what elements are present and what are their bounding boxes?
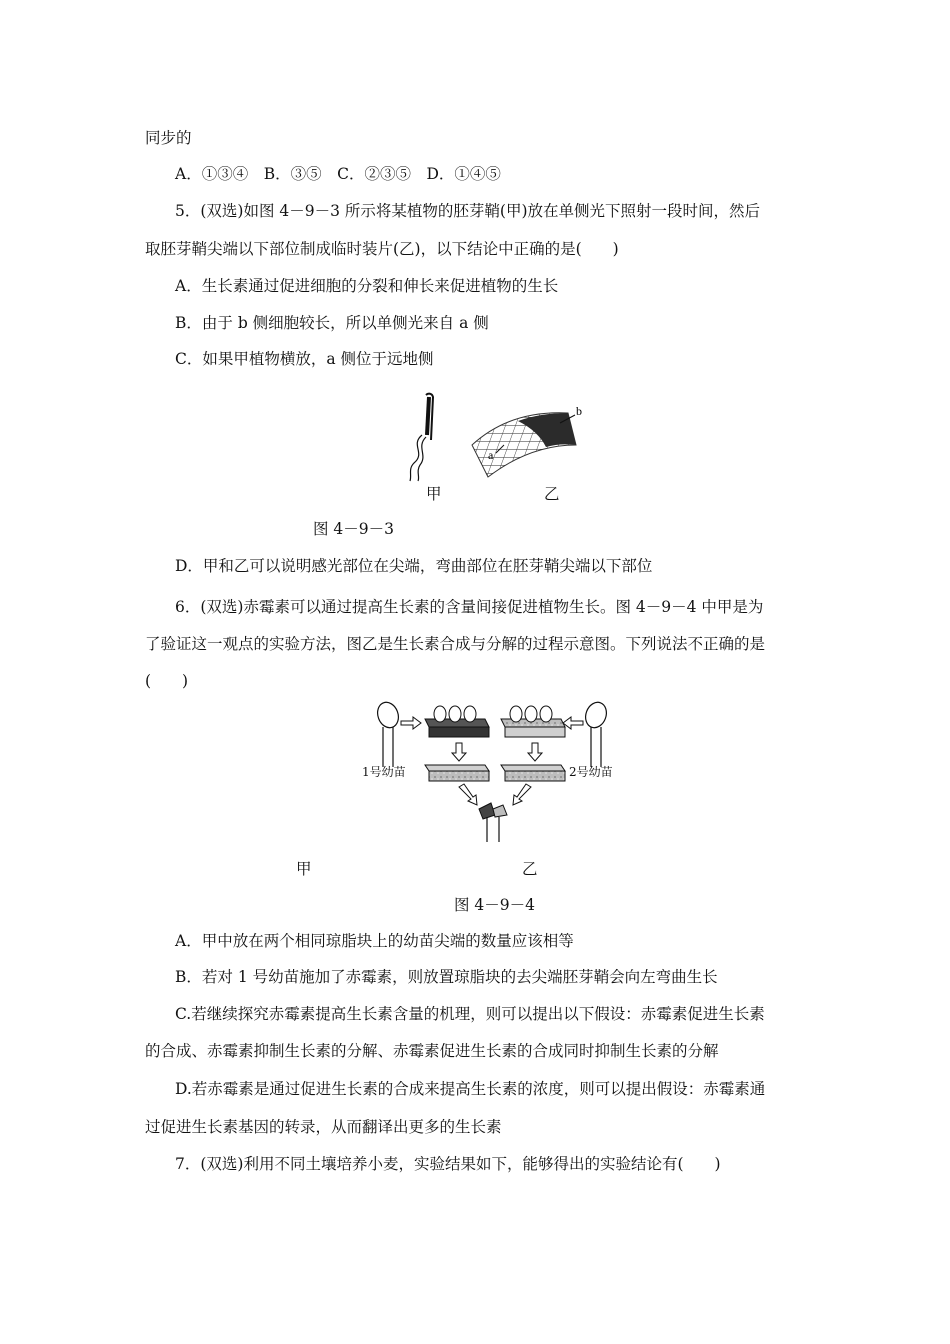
figure4-caption: 图 4－9－4 <box>454 896 536 914</box>
agar-block-lower-right <box>501 765 565 781</box>
arrow-diagonal-icon <box>459 784 477 805</box>
label-b: b <box>576 404 582 418</box>
agar-block-right <box>501 706 565 737</box>
arrow-left-icon <box>563 717 583 729</box>
q6-option-b: B．若对 1 号幼苗施加了赤霉素，则放置琼脂块的去尖端胚芽鞘会向左弯曲生长 <box>175 968 718 986</box>
q6-option-a: A．甲中放在两个相同琼脂块上的幼苗尖端的数量应该相等 <box>175 932 574 950</box>
seedling-2 <box>582 699 610 767</box>
agar-block-lower-left <box>425 765 489 781</box>
figure4-label-yi: 乙 <box>522 860 538 878</box>
cell-slide-yi <box>472 413 576 477</box>
figure4-label-seedling1: 1号幼苗 <box>362 765 406 779</box>
arrow-down-icon <box>452 743 466 761</box>
q5-option-d: D．甲和乙可以说明感光部位在尖端，弯曲部位在胚芽鞘尖端以下部位 <box>175 557 653 575</box>
q5-option-c: C．如果甲植物横放，a 侧位于远地侧 <box>175 350 434 368</box>
q6-option-c-line2: 的合成、赤霉素抑制生长素的分解、赤霉素促进生长素的合成同时抑制生长素的分解 <box>145 1042 719 1060</box>
q6-stem-line3: ( ) <box>145 672 189 690</box>
q4-options: A．①③④ B．③⑤ C．②③⑤ D．①④⑤ <box>175 165 501 183</box>
q5-stem-line2: 取胚芽鞘尖端以下部位制成临时装片(乙)，以下结论中正确的是( ) <box>145 240 619 258</box>
figure-4-9-3 <box>400 385 620 485</box>
agar-block-left <box>425 706 489 737</box>
q6-stem-line1: 6．(双选)赤霉素可以通过提高生长素的含量间接促进植物生长。图 4－9－4 中甲是为 <box>175 598 764 616</box>
arrow-right-icon <box>401 717 421 729</box>
figure3-label-yi: 乙 <box>544 485 560 503</box>
q5-stem-line1: 5．(双选)如图 4－9－3 所示将某植物的胚芽鞘(甲)放在单侧光下照射一段时间，然后 <box>175 202 760 220</box>
q5-option-b: B．由于 b 侧细胞较长，所以单侧光来自 a 侧 <box>175 314 489 332</box>
figure3-label-jia: 甲 <box>426 485 442 503</box>
q6-stem-line2: 了验证这一观点的实验方法，图乙是生长素合成与分解的过程示意图。下列说法不正确的是 <box>145 635 766 653</box>
q6-option-c-line1: C.若继续探究赤霉素提高生长素含量的机理，则可以提出以下假设：赤霉素促进生长素 <box>175 1005 765 1023</box>
q6-option-d-line2: 过促进生长素基因的转录，从而翻译出更多的生长素 <box>145 1118 502 1136</box>
arrow-down-icon <box>528 743 542 761</box>
text-line: 同步的 <box>145 129 192 147</box>
q6-option-d-line1: D.若赤霉素是通过促进生长素的合成来提高生长素的浓度，则可以提出假设：赤霉素通 <box>175 1080 766 1098</box>
figure4-label-jia: 甲 <box>296 860 312 878</box>
arrow-diagonal-icon <box>513 784 531 805</box>
decapitated-coleoptile <box>479 803 507 842</box>
seedling-1 <box>374 699 402 767</box>
q7-stem: 7．(双选)利用不同土壤培养小麦，实验结果如下，能够得出的实验结论有( ) <box>175 1155 721 1173</box>
q5-option-a: A．生长素通过促进细胞的分裂和伸长来促进植物的生长 <box>175 277 559 295</box>
coleoptile-jia <box>410 394 433 481</box>
figure4-label-seedling2: 2号幼苗 <box>569 765 613 779</box>
figure3-caption: 图 4－9－3 <box>313 520 395 538</box>
label-a: a <box>488 448 494 462</box>
